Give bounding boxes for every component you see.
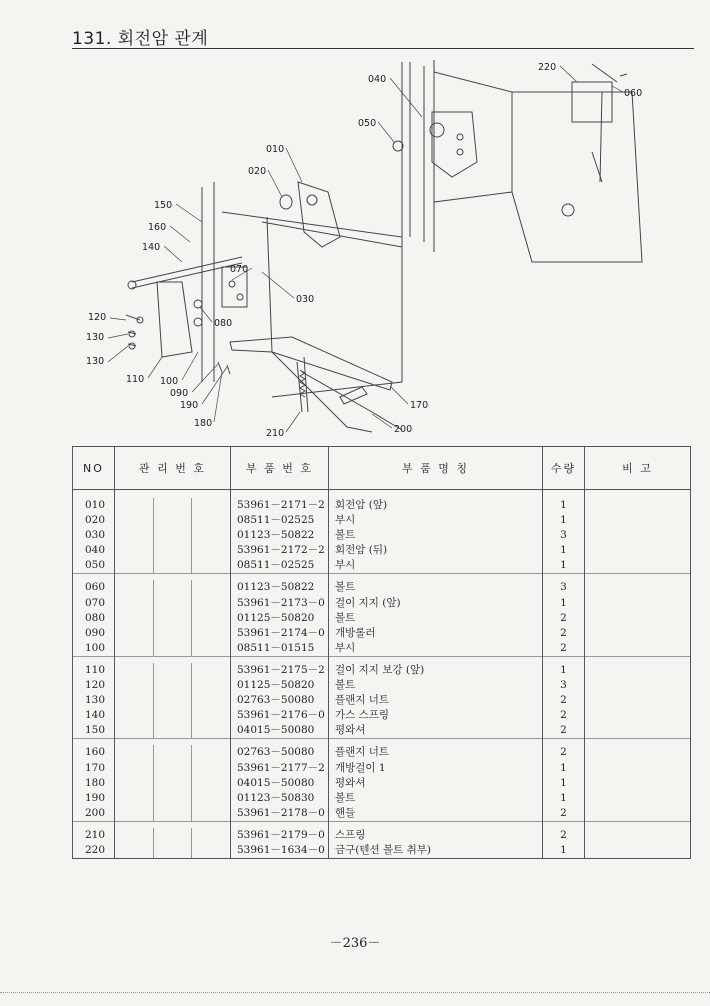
row-remarks — [585, 596, 691, 611]
row-part-number: 01125－50820 — [231, 678, 329, 693]
row-no: 200 — [73, 806, 115, 822]
row-part-name: 볼트 — [329, 678, 543, 693]
row-no: 120 — [73, 678, 115, 693]
row-mgmt-number — [115, 543, 231, 558]
callout-label: 220 — [538, 62, 557, 73]
row-mgmt-number — [115, 656, 231, 678]
row-quantity: 1 — [543, 791, 585, 806]
callout-label: 200 — [394, 424, 413, 435]
row-part-number: 04015－50080 — [231, 723, 329, 739]
col-remarks: 비 고 — [585, 447, 691, 490]
row-part-number: 01123－50822 — [231, 528, 329, 543]
row-remarks — [585, 708, 691, 723]
row-part-number: 01125－50820 — [231, 611, 329, 626]
row-quantity: 2 — [543, 821, 585, 843]
row-part-number: 53961－2177－2 — [231, 761, 329, 776]
row-no: 040 — [73, 543, 115, 558]
row-no: 130 — [73, 693, 115, 708]
table-row — [73, 821, 691, 843]
callout-label: 120 — [88, 312, 107, 323]
row-part-number: 08511－02525 — [231, 513, 329, 528]
table-row — [73, 641, 691, 657]
col-no: NO — [73, 447, 115, 490]
row-remarks — [585, 626, 691, 641]
row-quantity: 2 — [543, 626, 585, 641]
row-no: 140 — [73, 708, 115, 723]
row-part-number: 53961－2178－0 — [231, 806, 329, 822]
row-part-number: 01123－50830 — [231, 791, 329, 806]
callout-label: 040 — [368, 74, 387, 85]
row-part-name: 금구(텐션 볼트 취부) — [329, 843, 543, 859]
row-no: 070 — [73, 596, 115, 611]
callout-label: 020 — [248, 166, 267, 177]
row-mgmt-number — [115, 513, 231, 528]
row-remarks — [585, 739, 691, 761]
row-quantity: 1 — [543, 490, 585, 514]
row-remarks — [585, 528, 691, 543]
row-remarks — [585, 678, 691, 693]
row-mgmt-number — [115, 791, 231, 806]
row-quantity: 1 — [543, 543, 585, 558]
row-part-name: 볼트 — [329, 791, 543, 806]
row-part-name: 볼트 — [329, 528, 543, 543]
row-no: 050 — [73, 558, 115, 574]
row-quantity: 3 — [543, 574, 585, 596]
callout-label: 170 — [410, 400, 429, 411]
row-part-number: 53961－2175－2 — [231, 656, 329, 678]
row-part-name: 회전암 (뒤) — [329, 543, 543, 558]
row-part-number: 53961－2176－0 — [231, 708, 329, 723]
row-remarks — [585, 761, 691, 776]
row-quantity: 1 — [543, 656, 585, 678]
row-remarks — [585, 843, 691, 859]
table-row — [73, 806, 691, 822]
row-mgmt-number — [115, 558, 231, 574]
row-remarks — [585, 723, 691, 739]
row-no: 220 — [73, 843, 115, 859]
row-quantity: 1 — [543, 513, 585, 528]
row-part-name: 걸이 지지 보강 (앞) — [329, 656, 543, 678]
callout-label: 140 — [142, 242, 161, 253]
row-part-number: 53961－2179－0 — [231, 821, 329, 843]
row-no: 150 — [73, 723, 115, 739]
callout-label: 010 — [266, 144, 285, 155]
table-row — [73, 611, 691, 626]
row-no: 090 — [73, 626, 115, 641]
row-part-name: 회전암 (앞) — [329, 490, 543, 514]
table-row — [73, 656, 691, 678]
row-part-name: 부시 — [329, 513, 543, 528]
row-mgmt-number — [115, 776, 231, 791]
col-mgmt-number: 관 리 번 호 — [115, 447, 231, 490]
row-no: 180 — [73, 776, 115, 791]
row-part-name: 핸들 — [329, 806, 543, 822]
parts-table — [72, 446, 691, 859]
callout-label: 210 — [266, 428, 285, 439]
row-mgmt-number — [115, 806, 231, 822]
row-no: 110 — [73, 656, 115, 678]
row-no: 020 — [73, 513, 115, 528]
row-mgmt-number — [115, 611, 231, 626]
row-quantity: 3 — [543, 528, 585, 543]
row-no: 010 — [73, 490, 115, 514]
row-quantity: 1 — [543, 776, 585, 791]
row-quantity: 2 — [543, 611, 585, 626]
scan-edge — [0, 992, 710, 993]
row-part-number: 08511－02525 — [231, 558, 329, 574]
table-row — [73, 693, 691, 708]
row-mgmt-number — [115, 641, 231, 657]
row-part-number: 02763－50080 — [231, 693, 329, 708]
callout-label: 150 — [154, 200, 173, 211]
row-part-number: 53961－2173－0 — [231, 596, 329, 611]
row-no: 060 — [73, 574, 115, 596]
row-part-name: 걸이 지지 (앞) — [329, 596, 543, 611]
row-quantity: 3 — [543, 678, 585, 693]
callout-label: 070 — [230, 264, 249, 275]
row-mgmt-number — [115, 843, 231, 859]
table-row — [73, 558, 691, 574]
row-quantity: 1 — [543, 843, 585, 859]
row-mgmt-number — [115, 723, 231, 739]
row-remarks — [585, 641, 691, 657]
row-no: 190 — [73, 791, 115, 806]
row-mgmt-number — [115, 528, 231, 543]
table-row — [73, 543, 691, 558]
row-part-name: 플랜지 너트 — [329, 693, 543, 708]
row-quantity: 2 — [543, 708, 585, 723]
row-no: 080 — [73, 611, 115, 626]
row-quantity: 2 — [543, 806, 585, 822]
row-remarks — [585, 821, 691, 843]
row-remarks — [585, 490, 691, 514]
row-part-name: 개방걸이 1 — [329, 761, 543, 776]
table-row — [73, 626, 691, 641]
table-row — [73, 528, 691, 543]
row-remarks — [585, 558, 691, 574]
table-row — [73, 513, 691, 528]
row-part-name: 부시 — [329, 641, 543, 657]
callout-label: 190 — [180, 400, 199, 411]
row-quantity: 2 — [543, 739, 585, 761]
table-header-row — [73, 447, 691, 490]
exploded-parts-diagram — [72, 52, 694, 442]
table-row — [73, 791, 691, 806]
row-quantity: 1 — [543, 596, 585, 611]
callout-label: 100 — [160, 376, 179, 387]
callout-label: 180 — [194, 418, 213, 429]
row-part-number: 04015－50080 — [231, 776, 329, 791]
title-divider — [72, 48, 694, 49]
row-part-number: 53961－2171－2 — [231, 490, 329, 514]
row-remarks — [585, 543, 691, 558]
row-part-number: 08511－01515 — [231, 641, 329, 657]
row-part-name: 평와셔 — [329, 723, 543, 739]
col-quantity: 수량 — [543, 447, 585, 490]
table-row — [73, 776, 691, 791]
callout-label: 030 — [296, 294, 315, 305]
page-title: 131. 회전암 관계 — [72, 29, 209, 49]
row-part-number: 53961－1634－0 — [231, 843, 329, 859]
row-no: 210 — [73, 821, 115, 843]
row-part-name: 스프링 — [329, 821, 543, 843]
row-mgmt-number — [115, 739, 231, 761]
row-part-name: 플랜지 너트 — [329, 739, 543, 761]
row-quantity: 2 — [543, 723, 585, 739]
row-part-number: 02763－50080 — [231, 739, 329, 761]
callout-label: 160 — [148, 222, 167, 233]
col-part-name: 부 품 명 칭 — [329, 447, 543, 490]
row-part-name: 볼트 — [329, 574, 543, 596]
page-number: －236－ — [329, 936, 381, 951]
row-quantity: 2 — [543, 641, 585, 657]
row-part-name: 평와셔 — [329, 776, 543, 791]
table-row — [73, 678, 691, 693]
row-mgmt-number — [115, 708, 231, 723]
row-part-name: 가스 스프링 — [329, 708, 543, 723]
row-part-name: 개방롤러 — [329, 626, 543, 641]
row-mgmt-number — [115, 626, 231, 641]
row-mgmt-number — [115, 761, 231, 776]
table-row — [73, 574, 691, 596]
row-mgmt-number — [115, 821, 231, 843]
row-part-number: 53961－2172－2 — [231, 543, 329, 558]
row-remarks — [585, 611, 691, 626]
row-part-name: 볼트 — [329, 611, 543, 626]
row-remarks — [585, 656, 691, 678]
row-remarks — [585, 806, 691, 822]
callout-label: 130 — [86, 356, 105, 367]
table-row — [73, 761, 691, 776]
row-mgmt-number — [115, 693, 231, 708]
table-row — [73, 596, 691, 611]
row-no: 170 — [73, 761, 115, 776]
row-remarks — [585, 776, 691, 791]
row-part-number: 53961－2174－0 — [231, 626, 329, 641]
row-remarks — [585, 693, 691, 708]
callout-label: 130 — [86, 332, 105, 343]
row-part-number: 01123－50822 — [231, 574, 329, 596]
row-no: 030 — [73, 528, 115, 543]
row-remarks — [585, 574, 691, 596]
table-row — [73, 723, 691, 739]
callout-label: 110 — [126, 374, 145, 385]
row-quantity: 2 — [543, 693, 585, 708]
row-part-name: 부시 — [329, 558, 543, 574]
col-part-number: 부 품 번 호 — [231, 447, 329, 490]
row-remarks — [585, 513, 691, 528]
row-quantity: 1 — [543, 761, 585, 776]
row-mgmt-number — [115, 490, 231, 514]
table-row — [73, 708, 691, 723]
row-quantity: 1 — [543, 558, 585, 574]
row-no: 100 — [73, 641, 115, 657]
table-row — [73, 739, 691, 761]
row-mgmt-number — [115, 596, 231, 611]
row-no: 160 — [73, 739, 115, 761]
callout-label: 050 — [358, 118, 377, 129]
table-row — [73, 843, 691, 859]
callout-label: 090 — [170, 388, 189, 399]
row-mgmt-number — [115, 574, 231, 596]
table-row — [73, 490, 691, 514]
callout-label: 080 — [214, 318, 233, 329]
row-remarks — [585, 791, 691, 806]
callout-label: 060 — [624, 88, 643, 99]
row-mgmt-number — [115, 678, 231, 693]
